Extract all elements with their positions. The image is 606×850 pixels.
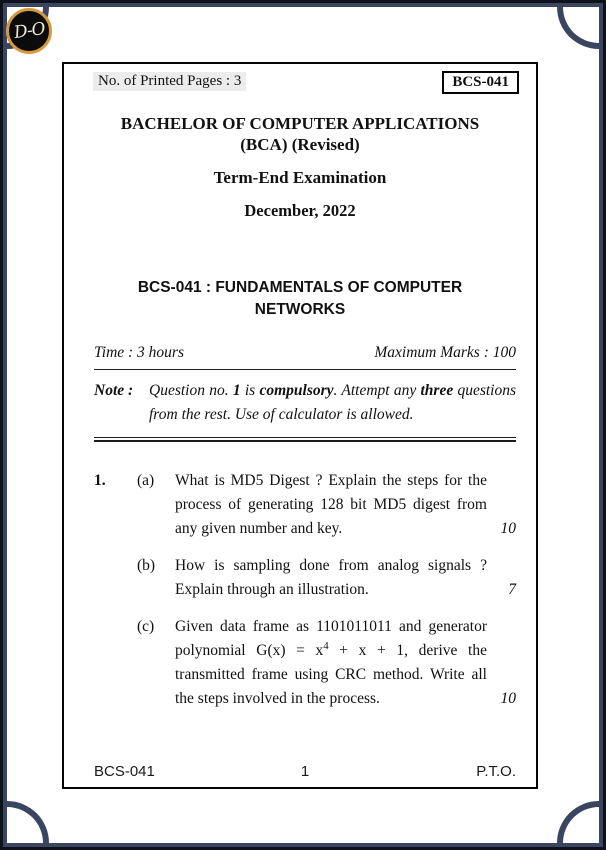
exam-date: December, 2022 xyxy=(244,201,356,220)
page-footer xyxy=(94,763,516,780)
course-code-badge: BCS-041 xyxy=(442,71,519,94)
do-logo-text: D-O xyxy=(12,18,46,44)
program-title-line1: BACHELOR OF COMPUTER APPLICATIONS xyxy=(120,114,480,133)
question-part xyxy=(94,554,516,602)
footer-course-code: BCS-041 xyxy=(94,763,155,780)
part-text: What is MD5 Digest ? Explain the steps for the process of generating 128 bit MD5 digest from any given number and key. xyxy=(175,472,487,537)
part-text: How is sampling done from analog signals ? Explain through an illustration. xyxy=(175,557,487,598)
corner-arc-bottom-right xyxy=(557,801,599,843)
part-label: (b) xyxy=(137,557,156,574)
note-label: Note : xyxy=(94,382,134,399)
corner-arc-top-right xyxy=(557,7,599,49)
part-marks: 10 xyxy=(500,520,516,537)
program-title-line2: (BCA) (Revised) xyxy=(240,135,360,154)
question-number: 1. xyxy=(94,472,106,489)
footer-pto: P.T.O. xyxy=(476,763,516,780)
printed-pages-note: No. of Printed Pages : 3 xyxy=(93,72,246,91)
question-part xyxy=(94,615,516,711)
part-text: Given data frame as 1101011011 and generator polynomial $G(x) = x^4 + x + 1$, derive the transmitted frame using CRC method. Write all the steps involved in the process. xyxy=(175,618,487,707)
part-marks: 7 xyxy=(508,581,516,598)
single-rule xyxy=(94,369,516,370)
corner-arc-bottom-left xyxy=(7,801,49,843)
double-rule xyxy=(94,437,516,442)
question-part xyxy=(94,469,516,541)
part-marks: 10 xyxy=(500,690,516,707)
note-block xyxy=(94,379,516,427)
exam-title: Term-End Examination xyxy=(213,168,387,187)
time-allowed: Time : 3 hours xyxy=(94,344,184,361)
course-title: BCS-041 : FUNDAMENTALS OF COMPUTER NETWORKS xyxy=(137,279,463,318)
part-label: (c) xyxy=(137,618,155,635)
program-title xyxy=(64,113,536,155)
exam-paper xyxy=(62,62,538,789)
question-list xyxy=(94,469,516,711)
maximum-marks: Maximum Marks : 100 xyxy=(374,344,516,361)
note-text: Question no. 1 is compulsory. Attempt any three questions from the rest. Use of calculator is allowed. xyxy=(149,382,517,423)
do-logo xyxy=(6,8,52,54)
footer-page-number: 1 xyxy=(300,763,310,780)
part-label: (a) xyxy=(137,472,155,489)
